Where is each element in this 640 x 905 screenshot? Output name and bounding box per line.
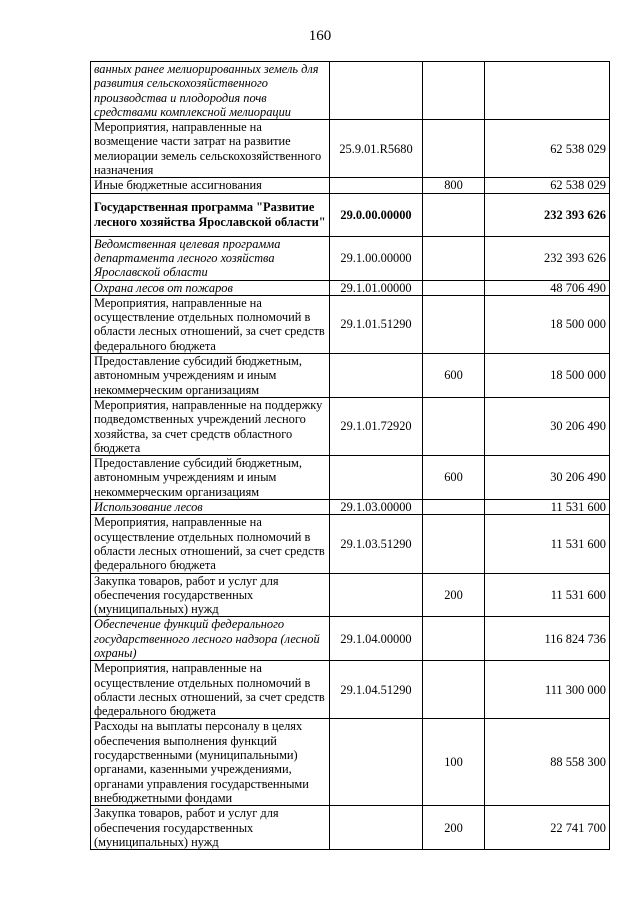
table-row — [91, 295, 610, 353]
row-code-cell: 29.1.03.51290 — [330, 515, 423, 573]
row-code-cell: 29.1.01.51290 — [330, 295, 423, 353]
row-code-cell: 29.1.01.00000 — [330, 280, 423, 295]
row-amount-cell: 30 206 490 — [485, 456, 610, 500]
row-code-cell: 29.1.00.00000 — [330, 236, 423, 280]
row-name-cell: Мероприятия, направленные на осуществление отдельных полномочий в области лесных отношений, за счет средств федерального бюджета — [91, 515, 330, 573]
row-name-cell: Мероприятия, направленные на поддержку подведомственных учреждений лесного хозяйства, за счет средств областного бюджета — [91, 397, 330, 455]
row-expense-type-cell — [423, 120, 485, 178]
table-row — [91, 661, 610, 719]
table-row — [91, 806, 610, 850]
row-expense-type-cell: 600 — [423, 354, 485, 398]
row-expense-type-cell — [423, 661, 485, 719]
row-code-cell — [330, 456, 423, 500]
row-name-cell: ванных ранее мелиорированных земель для развития сельскохозяйственного производства и плодородия почв средствами комплексной мелиорации — [91, 62, 330, 120]
page-number: 160 — [308, 28, 332, 44]
row-expense-type-cell: 800 — [423, 178, 485, 193]
row-name-cell: Мероприятия, направленные на возмещение части затрат на развитие мелиорации земель сельскохозяйственного назначения — [91, 120, 330, 178]
row-amount-cell: 88 558 300 — [485, 719, 610, 806]
row-name-cell: Закупка товаров, работ и услуг для обеспечения государственных (муниципальных) нужд — [91, 806, 330, 850]
row-code-cell: 29.1.03.00000 — [330, 500, 423, 515]
row-code-cell: 29.1.04.51290 — [330, 661, 423, 719]
row-name-cell: Мероприятия, направленные на осуществление отдельных полномочий в области лесных отношений, за счет средств федерального бюджета — [91, 295, 330, 353]
row-amount-cell: 116 824 736 — [485, 617, 610, 661]
row-amount-cell: 232 393 626 — [485, 193, 610, 236]
row-amount-cell: 22 741 700 — [485, 806, 610, 850]
row-name-cell: Использование лесов — [91, 500, 330, 515]
row-code-cell: 29.1.04.00000 — [330, 617, 423, 661]
row-name-cell: Расходы на выплаты персоналу в целях обеспечения выполнения функций государственными (муниципальными) органами, казенными учреждениями, органами управления государственными внебюджетными фондами — [91, 719, 330, 806]
row-amount-cell: 11 531 600 — [485, 515, 610, 573]
row-expense-type-cell — [423, 397, 485, 455]
row-code-cell — [330, 354, 423, 398]
row-name-cell: Государственная программа "Развитие лесного хозяйства Ярославской области" — [91, 193, 330, 236]
row-amount-cell: 62 538 029 — [485, 178, 610, 193]
row-name-cell: Иные бюджетные ассигнования — [91, 178, 330, 193]
row-name-cell: Предоставление субсидий бюджетным, автономным учреждениям и иным некоммерческим организациям — [91, 456, 330, 500]
row-amount-cell: 62 538 029 — [485, 120, 610, 178]
table-row — [91, 193, 610, 236]
table-row — [91, 500, 610, 515]
row-amount-cell: 30 206 490 — [485, 397, 610, 455]
row-expense-type-cell: 600 — [423, 456, 485, 500]
row-amount-cell: 111 300 000 — [485, 661, 610, 719]
row-expense-type-cell — [423, 295, 485, 353]
table-row — [91, 280, 610, 295]
table-row — [91, 573, 610, 617]
row-amount-cell: 11 531 600 — [485, 573, 610, 617]
row-expense-type-cell — [423, 500, 485, 515]
row-code-cell — [330, 178, 423, 193]
table-row — [91, 719, 610, 806]
row-expense-type-cell: 200 — [423, 573, 485, 617]
table-row — [91, 62, 610, 120]
row-amount-cell: 11 531 600 — [485, 500, 610, 515]
row-expense-type-cell — [423, 515, 485, 573]
row-code-cell: 25.9.01.R5680 — [330, 120, 423, 178]
row-amount-cell — [485, 62, 610, 120]
row-amount-cell: 232 393 626 — [485, 236, 610, 280]
row-expense-type-cell: 200 — [423, 806, 485, 850]
row-code-cell: 29.0.00.00000 — [330, 193, 423, 236]
row-code-cell: 29.1.01.72920 — [330, 397, 423, 455]
row-expense-type-cell — [423, 280, 485, 295]
table-row — [91, 617, 610, 661]
row-name-cell: Предоставление субсидий бюджетным, автономным учреждениям и иным некоммерческим организациям — [91, 354, 330, 398]
row-name-cell: Охрана лесов от пожаров — [91, 280, 330, 295]
row-name-cell: Закупка товаров, работ и услуг для обеспечения государственных (муниципальных) нужд — [91, 573, 330, 617]
row-expense-type-cell — [423, 193, 485, 236]
table-row — [91, 397, 610, 455]
row-amount-cell: 48 706 490 — [485, 280, 610, 295]
row-amount-cell: 18 500 000 — [485, 354, 610, 398]
row-expense-type-cell — [423, 617, 485, 661]
table-row — [91, 456, 610, 500]
budget-table — [90, 61, 610, 850]
table-row — [91, 515, 610, 573]
row-name-cell: Обеспечение функций федерального государственного лесного надзора (лесной охраны) — [91, 617, 330, 661]
row-code-cell — [330, 806, 423, 850]
table-row — [91, 178, 610, 193]
table-row — [91, 120, 610, 178]
table-row — [91, 236, 610, 280]
row-expense-type-cell: 100 — [423, 719, 485, 806]
row-code-cell — [330, 573, 423, 617]
row-name-cell: Мероприятия, направленные на осуществление отдельных полномочий в области лесных отношений, за счет средств федерального бюджета — [91, 661, 330, 719]
budget-table-body — [91, 62, 610, 850]
row-code-cell — [330, 62, 423, 120]
row-expense-type-cell — [423, 236, 485, 280]
table-row — [91, 354, 610, 398]
row-code-cell — [330, 719, 423, 806]
row-amount-cell: 18 500 000 — [485, 295, 610, 353]
row-expense-type-cell — [423, 62, 485, 120]
row-name-cell: Ведомственная целевая программа департамента лесного хозяйства Ярославской области — [91, 236, 330, 280]
